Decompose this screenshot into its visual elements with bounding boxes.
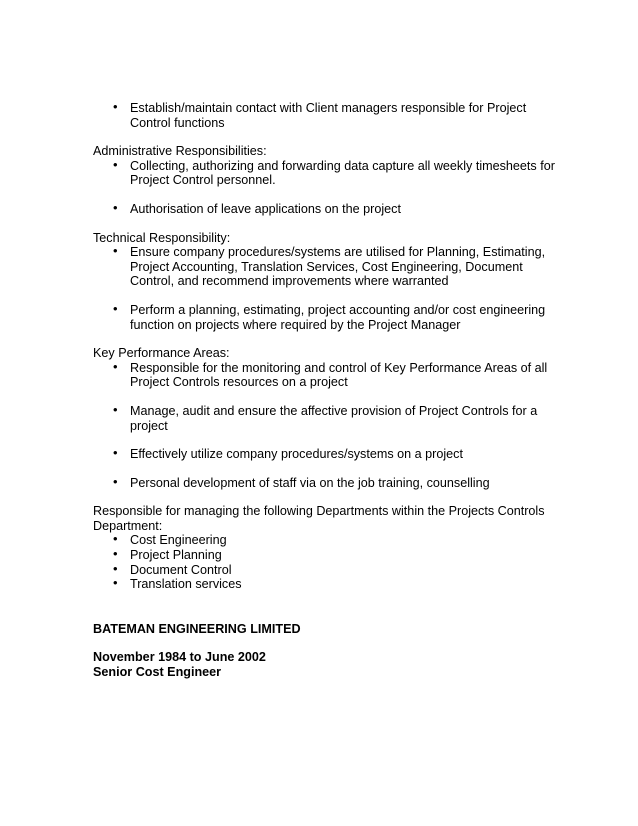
bullet-icon: • [113,445,118,461]
list-item: • Establish/maintain contact with Client managers responsible for Project Control functions [113,99,527,130]
list-item: • Effectively utilize company procedures/systems on a project [113,445,463,462]
list-item: • Translation services [113,575,242,592]
list-item: • Cost Engineering [113,531,227,548]
admin-heading: Administrative Responsibilities: [93,144,267,159]
admin-list [93,156,563,217]
list-item: • Personal development of staff via on the job training, counselling [113,473,490,490]
bullet-icon: • [113,401,118,417]
bullet-icon: • [113,99,118,114]
list-item: • Manage, audit and ensure the affective provision of Project Controls for a project [113,401,538,433]
bullet-icon: • [113,199,118,215]
bullet-icon: • [113,546,118,562]
departments-list [93,533,563,591]
kpa-list [93,358,563,491]
bullet-icon: • [113,560,118,576]
list-item: • Ensure company procedures/systems are utilised for Planning, Estimating, Project Accounting, Translation Services, Cost Engineering, Document Control, and recommend improvements where warranted [113,243,546,289]
bullet-icon: • [113,156,118,172]
employer-company: BATEMAN ENGINEERING LIMITED [93,621,301,636]
bullet-icon: • [113,358,118,374]
list-item: • Perform a planning, estimating, project accounting and/or cost engineering function on projects where required by the Project Manager [113,300,546,332]
bullet-icon: • [113,531,118,547]
bullet-icon: • [113,300,118,316]
employer-period: November 1984 to June 2002 [93,650,266,665]
resume-content [93,101,563,680]
technical-heading: Technical Responsibility: [93,230,231,245]
list-item: • Collecting, authorizing and forwarding data capture all weekly timesheets for Project Control personnel. [113,156,555,188]
list-item: • Authorisation of leave applications on the project [113,199,401,216]
list-item: • Project Planning [113,546,222,563]
bullet-icon: • [113,243,118,259]
list-item: • Document Control [113,560,232,577]
bullet-icon: • [113,473,118,489]
bullet-icon: • [113,575,118,591]
intro-list [93,101,563,130]
employer-title: Senior Cost Engineer [93,665,222,680]
list-item: • Responsible for the monitoring and control of Key Performance Areas of all Project Controls resources on a project [113,358,548,390]
technical-list [93,245,563,332]
departments-heading: Responsible for managing the following Departments within the Projects Controls Department: [93,504,545,533]
kpa-heading: Key Performance Areas: [93,346,230,361]
